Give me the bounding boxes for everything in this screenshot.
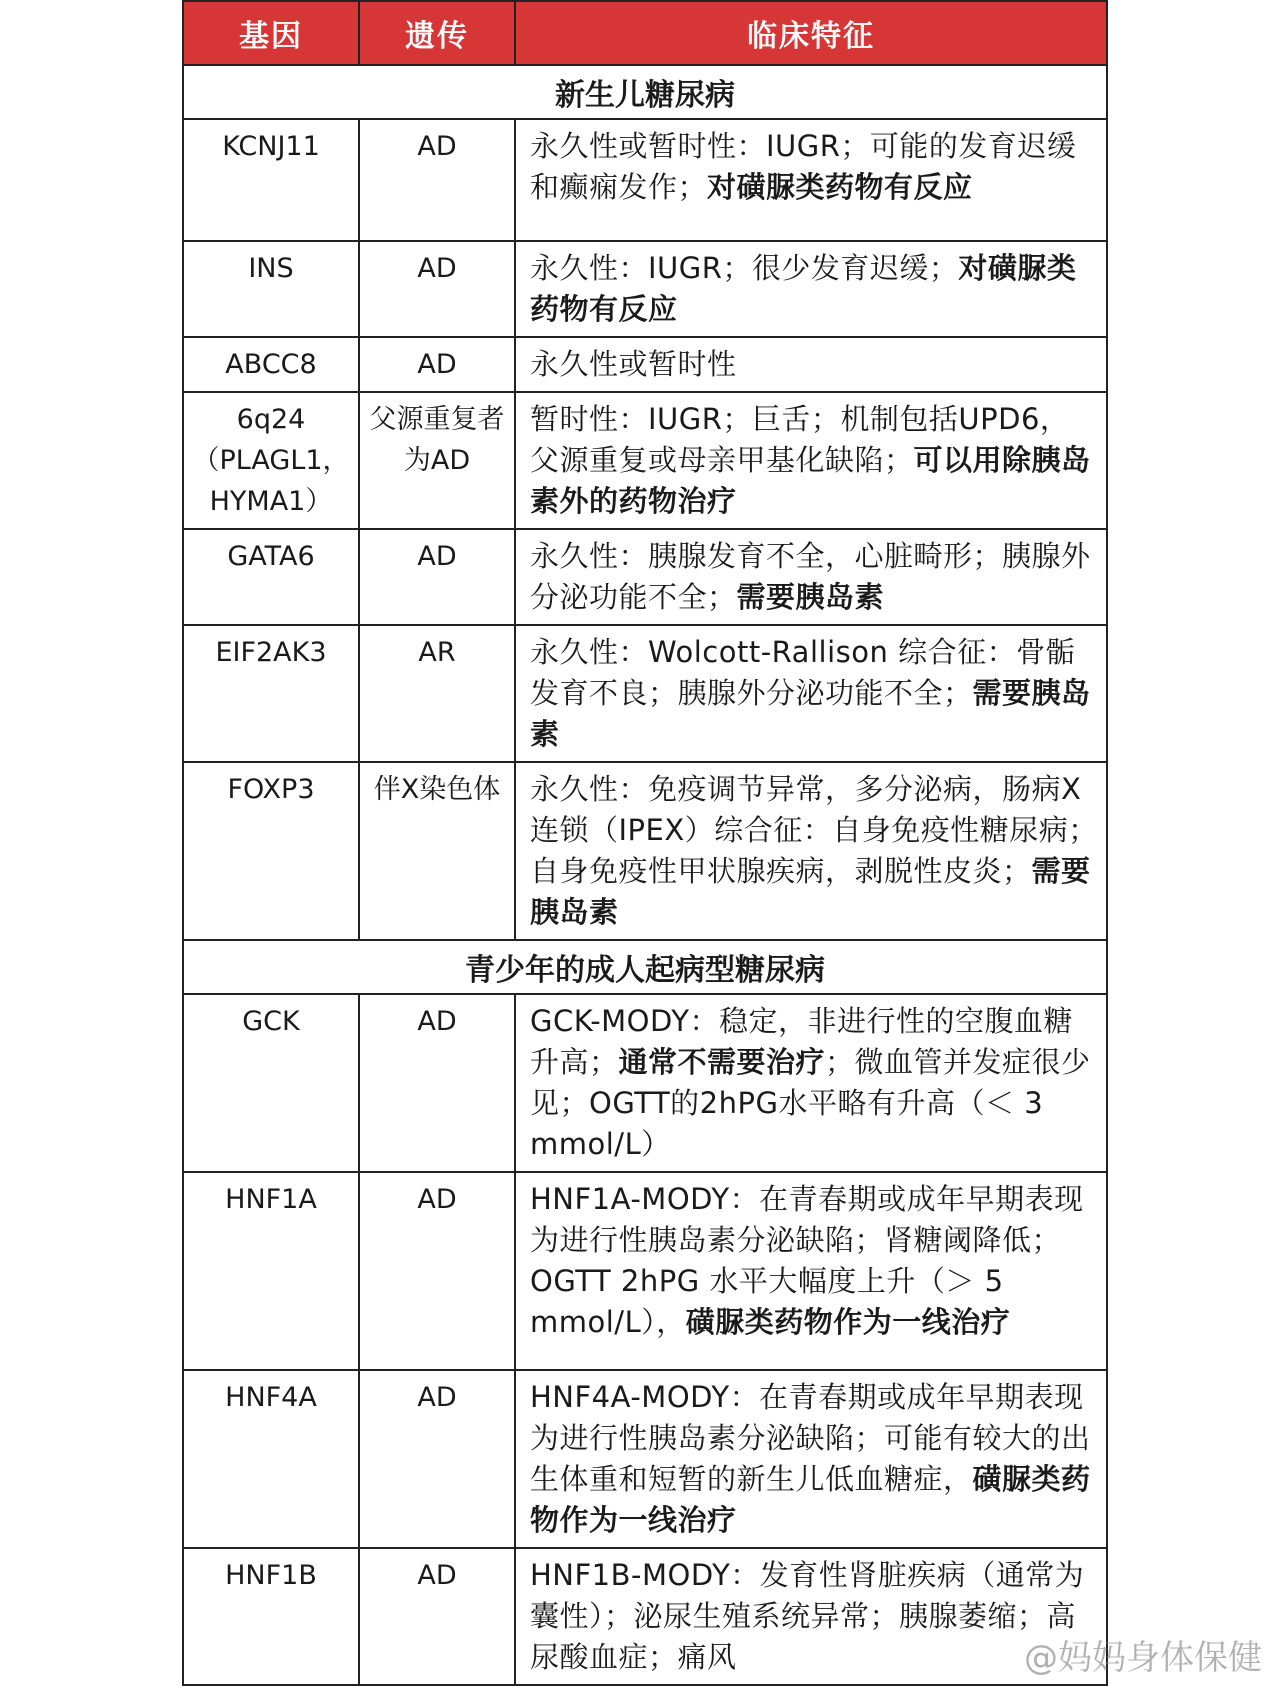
inheritance-cell: 父源重复者为AD bbox=[359, 392, 515, 529]
features-cell bbox=[515, 529, 1107, 625]
features-cell bbox=[515, 337, 1107, 392]
features-text: HNF1A-MODY：在青春期或成年早期表现为进行性胰岛素分泌缺陷；肾糖阈降低；OGTT 2hPG 水平大幅度上升（＞ 5 mmol/L）， bbox=[530, 1182, 1084, 1339]
features-emphasis: 需要胰岛素 bbox=[736, 580, 885, 614]
features-cell bbox=[515, 1172, 1107, 1370]
section-row bbox=[183, 65, 1107, 119]
inheritance-cell: AD bbox=[359, 994, 515, 1172]
gene-cell: KCNJ11 bbox=[183, 119, 359, 241]
features-emphasis: 可以用除胰岛素外的药物治疗 bbox=[530, 443, 1091, 518]
features-cell bbox=[515, 392, 1107, 529]
table-body bbox=[183, 65, 1107, 1685]
inheritance-cell: AD bbox=[359, 337, 515, 392]
features-emphasis: 通常不需要治疗 bbox=[618, 1045, 826, 1079]
table-row bbox=[183, 994, 1107, 1172]
gene-cell: INS bbox=[183, 241, 359, 337]
gene-cell: HNF1A bbox=[183, 1172, 359, 1370]
table-row bbox=[183, 1172, 1107, 1370]
gene-cell: HNF1B bbox=[183, 1548, 359, 1685]
inheritance-cell: AD bbox=[359, 241, 515, 337]
features-text: HNF1B-MODY：发育性肾脏疾病（通常为囊性）；泌尿生殖系统异常；胰腺萎缩；高尿酸血症；痛风 bbox=[530, 1558, 1085, 1674]
features-cell bbox=[515, 1548, 1107, 1685]
inheritance-cell: AR bbox=[359, 625, 515, 762]
inheritance-cell: AD bbox=[359, 529, 515, 625]
gene-cell: EIF2AK3 bbox=[183, 625, 359, 762]
section-title: 青少年的成人起病型糖尿病 bbox=[183, 940, 1107, 994]
inheritance-cell: AD bbox=[359, 1172, 515, 1370]
watermark-text: @妈妈身体保健 bbox=[1024, 1638, 1262, 1678]
features-text: 永久性或暂时性 bbox=[530, 347, 737, 381]
features-emphasis: 磺脲类药物作为一线治疗 bbox=[685, 1305, 1011, 1339]
features-text: HNF4A-MODY：在青春期或成年早期表现为进行性胰岛素分泌缺陷；可能有较大的出生体重和短暂的新生儿低血糖症， bbox=[530, 1380, 1091, 1496]
features-emphasis: 磺脲类药物作为一线治疗 bbox=[530, 1462, 1091, 1537]
table-row bbox=[183, 529, 1107, 625]
inheritance-cell: AD bbox=[359, 1548, 515, 1685]
table-row bbox=[183, 625, 1107, 762]
inheritance-cell: 伴X染色体 bbox=[359, 762, 515, 940]
features-cell bbox=[515, 119, 1107, 241]
inheritance-cell: AD bbox=[359, 119, 515, 241]
features-text: 永久性：胰腺发育不全，心脏畸形；胰腺外分泌功能不全； bbox=[530, 539, 1091, 614]
table-row bbox=[183, 1370, 1107, 1548]
features-text: 永久性：免疫调节异常，多分泌病，肠病X连锁（IPEX）综合征：自身免疫性糖尿病；自身免疫性甲状腺疾病，剥脱性皮炎； bbox=[530, 772, 1098, 888]
table-row bbox=[183, 119, 1107, 241]
features-emphasis: 对磺脲类药物有反应 bbox=[707, 170, 973, 204]
section-title: 新生儿糖尿病 bbox=[183, 65, 1107, 119]
features-emphasis: 需要胰岛素 bbox=[530, 854, 1091, 929]
header-gene: 基因 bbox=[183, 1, 359, 65]
header-inheritance: 遗传 bbox=[359, 1, 515, 65]
features-text: 暂时性：IUGR；巨舌；机制包括UPD6，父源重复或母亲甲基化缺陷； bbox=[530, 402, 1070, 477]
features-emphasis: 对磺脲类药物有反应 bbox=[530, 251, 1077, 326]
gene-table-sheet bbox=[182, 0, 1106, 1686]
table-row bbox=[183, 392, 1107, 529]
table-row bbox=[183, 241, 1107, 337]
features-cell bbox=[515, 1370, 1107, 1548]
inheritance-cell: AD bbox=[359, 1370, 515, 1548]
features-cell bbox=[515, 241, 1107, 337]
gene-cell: ABCC8 bbox=[183, 337, 359, 392]
features-text: 永久性：IUGR；很少发育迟缓； bbox=[530, 251, 959, 285]
features-cell bbox=[515, 762, 1107, 940]
header-features: 临床特征 bbox=[515, 1, 1107, 65]
gene-cell: HNF4A bbox=[183, 1370, 359, 1548]
gene-cell: GCK bbox=[183, 994, 359, 1172]
features-text: GCK-MODY：稳定，非进行性的空腹血糖升高； bbox=[530, 1004, 1073, 1079]
features-cell bbox=[515, 625, 1107, 762]
monogenic-diabetes-table bbox=[182, 0, 1108, 1686]
features-text-after: ；微血管并发症很少见；OGTT的2hPG水平略有升高（＜ 3 mmol/L） bbox=[530, 1045, 1091, 1161]
gene-cell: GATA6 bbox=[183, 529, 359, 625]
features-text: 永久性：Wolcott-Rallison 综合征：骨骺发育不良；胰腺外分泌功能不全； bbox=[530, 635, 1076, 710]
features-text: 永久性或暂时性：IUGR；可能的发育迟缓和癫痫发作； bbox=[530, 129, 1077, 204]
section-row bbox=[183, 940, 1107, 994]
table-row bbox=[183, 337, 1107, 392]
gene-cell: 6q24（PLAGL1，HYMA1） bbox=[183, 392, 359, 529]
features-emphasis: 需要胰岛素 bbox=[530, 676, 1091, 751]
gene-cell: FOXP3 bbox=[183, 762, 359, 940]
table-row bbox=[183, 762, 1107, 940]
table-row bbox=[183, 1548, 1107, 1685]
header-row bbox=[183, 1, 1107, 65]
features-cell bbox=[515, 994, 1107, 1172]
